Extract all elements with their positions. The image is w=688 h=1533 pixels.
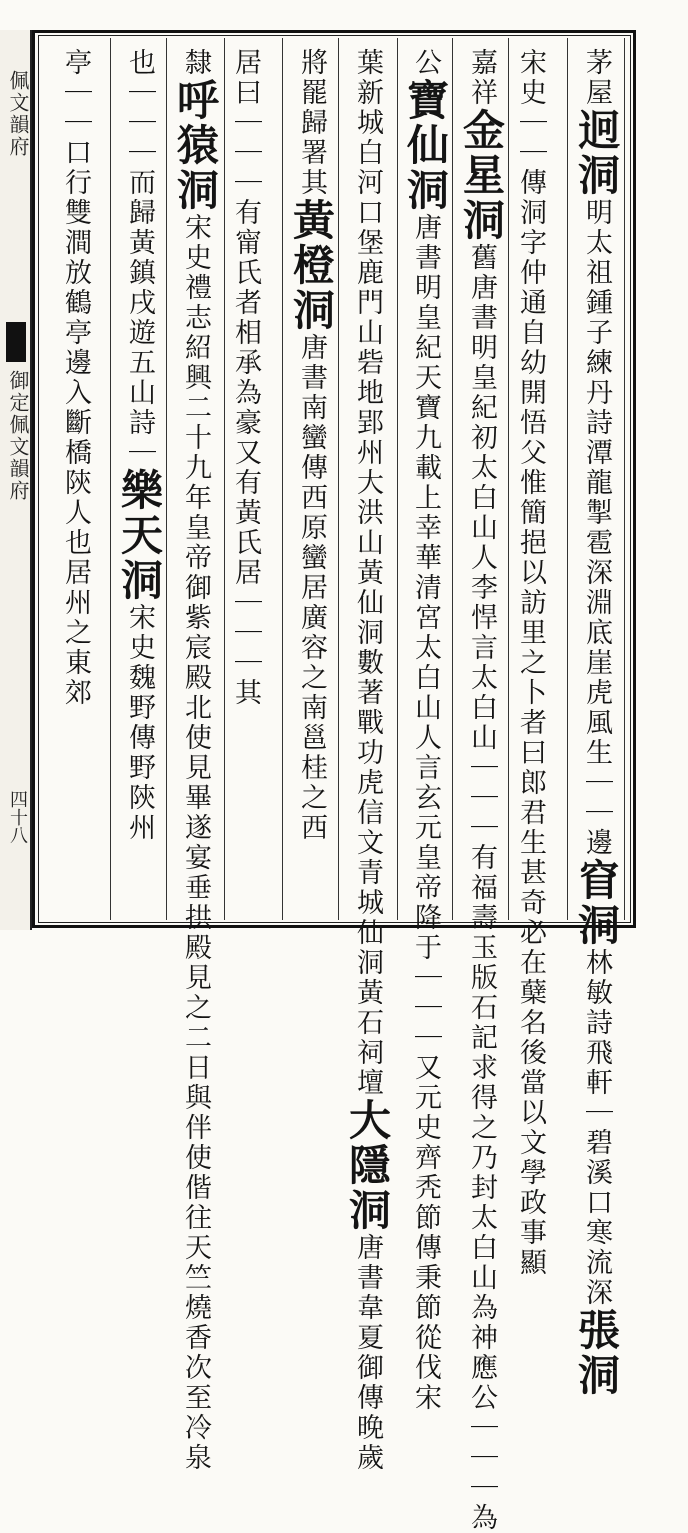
column-rule [624,38,625,920]
margin-book-title: 御定佩文韻府 [6,370,30,502]
text-column-1: 茅屋迥洞明太祖鍾子練丹詩潭龍掣雹深淵底崖虎風生｜｜邊窅洞林敏詩飛軒｜碧溪口寒流深張洞 [572,48,621,1398]
column-rule [397,38,398,920]
headword: 窅洞 [572,858,621,948]
headword: 大隱洞 [343,1098,392,1233]
column-rule [282,38,283,920]
column-rule [110,38,111,920]
margin-tab-mark [6,322,26,362]
headword: 黃橙洞 [287,198,336,333]
page-number: 四十八 [7,790,28,844]
column-rule [452,38,453,920]
text-column-4: 公寶仙洞唐書明皇紀天寶九載上幸華清宮太白山人言玄元皇帝降于｜｜｜又元史齊秃節傳秉節從伐宋 [401,48,450,1413]
headword: 樂天洞 [115,468,164,603]
headword: 張洞 [572,1308,621,1398]
text-column-2: 宋史｜｜傳洞字仲通自幼開悟父惟簡挹以訪里之卜者曰郎君生甚奇必在蘖名後當以文學政事顯 [515,48,546,1278]
column-rule [338,38,339,920]
text-column-3: 嘉祥金星洞舊唐書明皇紀初太白山人李悍言太白山｜｜｜有福壽玉版石記求得之乃封太白山為神應公｜｜｜為 [457,48,506,1533]
text-column-8: 隸呼猿洞宋史禮志紹興二十九年皇帝御紫宸殿北使見畢遂宴垂拱殿見之二日與伴使偕往天竺燒香次至冷泉 [171,48,220,1473]
headword: 金星洞 [457,108,506,243]
text-column-6: 將罷歸署其黃橙洞唐書南蠻傳西原蠻居廣容之南邕桂之西 [287,48,336,843]
column-rule [567,38,568,920]
text-column-9: 也｜｜｜而歸黃鎮戌遊五山詩｜樂天洞宋史魏野傳野陝州 [115,48,164,843]
column-rule [508,38,509,920]
text-column-7: 居曰｜｜｜有甯氏者相承為豪又有黃氏居｜｜｜其 [230,48,261,708]
headword: 呼猿洞 [171,78,220,213]
text-column-10: 亭｜｜口行雙澗放鶴亭邊入斷橋陝人也居州之東郊 [60,48,91,708]
column-rule [224,38,225,920]
headword: 寶仙洞 [401,78,450,213]
margin-top-fragment: 佩文韻府 [6,70,30,158]
text-column-5: 葉新城白河口堡鹿門山砦地郢州大洪山黃仙洞數著戰功虎信文青城仙洞黃石祠壇大隱洞唐書韋夏御傳晚歲 [343,48,392,1473]
column-rule [166,38,167,920]
margin-strip [0,30,32,930]
headword: 迥洞 [572,108,621,198]
